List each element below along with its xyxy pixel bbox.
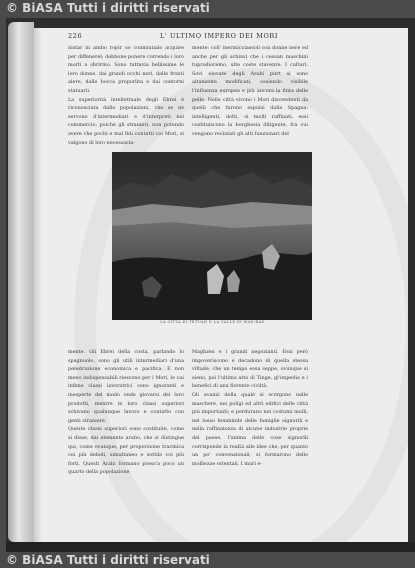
column-bottom-right <box>192 348 308 518</box>
column-bottom-left <box>68 348 184 518</box>
paragraph: mente: coll' inermicciassoli con donne nere ed anche per gli schiavi che i cessan maschini tuprodioremo, ulte coste stavenre. I culturi. Sovi elevate degli Arabi purt si sono altamente modificati, ossiendo visibile l'influenza europea e più ancora la finta delle pelle. Nelle città vivono i Mori discendenti da quelli che furono espulsi dalla Spagna: intelligenti, dotti, si molti raffinati, essi costituiscono la borghesia ditigente, fra cui vengono reclutati gli alti funzionari del <box>192 45 308 137</box>
paragraph: Gli avanzi della quale si scorgono nelle maschere, nei poligi ed altri edifici delle città più importanti; e perdurano nei costumi molli, nel lusso femminile delle famiglie signorili e nella raffinatezza di alcune industrie proprie del paese, l'anima delle cose signorili corrisponde la realtà alle idee che, per quanto un po' convenzionali, si formarono delle molliezze orientali. I muri e- <box>192 391 308 467</box>
page-number: 226 <box>68 32 83 40</box>
paragraph: Queste classi superiori sono costituite, come si disse, dai elemento arabo, che si distingue qui, come ovunque, per proporzione tracmica coi più deboli, simultaneo e sottile coi più forti. Questi Arabi formano press'a poco un quarto della popolazione <box>68 426 184 476</box>
engraving-plate <box>112 152 312 320</box>
paragraph: mente. Gli Ebrei della costa, parlando lo spagnuolo, sono gli utili intermediari d'una penetrazione economica e pacifica. E non meno indispensabili riescono per i Mori, le cui infime classi lavoratrici sono ignoranti e inesperte del modo onde giovarsi dei loro prodotti, mentre le loro classi superiori schivano qualunque lavoro e contatto con genti straniere. <box>68 349 184 424</box>
page-header <box>68 32 368 44</box>
book-bottom-shadow <box>6 542 415 552</box>
running-title: L' ULTIMO IMPERO DEI MORI <box>160 32 279 40</box>
plate-caption: LA CITTÀ DI TETUAN E LA VALLE DI WAD-RAS. <box>160 320 266 324</box>
watermark-bottom: © BiASA Tutti i diritti riservati <box>6 553 210 567</box>
landscape-illustration <box>112 152 312 320</box>
watermark-top: © BiASA Tutti i diritti riservati <box>6 1 210 15</box>
page-edges <box>8 22 34 542</box>
paragraph: nistar in ambo ropir so conmiunalo acquire per diffenerel; debbone ponere correndo i loro morti a sbrirmo. Sono tuttavia bellissime le loro donne, dai grandi occhi neri, dalle fronti alere, dalle bocca proporlita e dai contorni statuarii. <box>68 45 184 94</box>
paragraph: La superiorità intellettuale degli Ebrei è riconosciuta dalle popolazioni, che se ne servono d'intermediari e d'interpreti nel commercio; poichè gli stranieri, non potendo avere che pochi e mal fidi contatti coi Mori, si valgono di loro necessaria- <box>68 96 184 146</box>
paragraph: Maghzen e i grandi negozianti. Essi però impoveriscono e decadono di quella stessa viltade, che un tempo essa seppe, ovunque si sieno, poi l'ultimo atto di Tinge, gl'impedia e i benefici di una fiorente civiltà. <box>192 349 308 390</box>
